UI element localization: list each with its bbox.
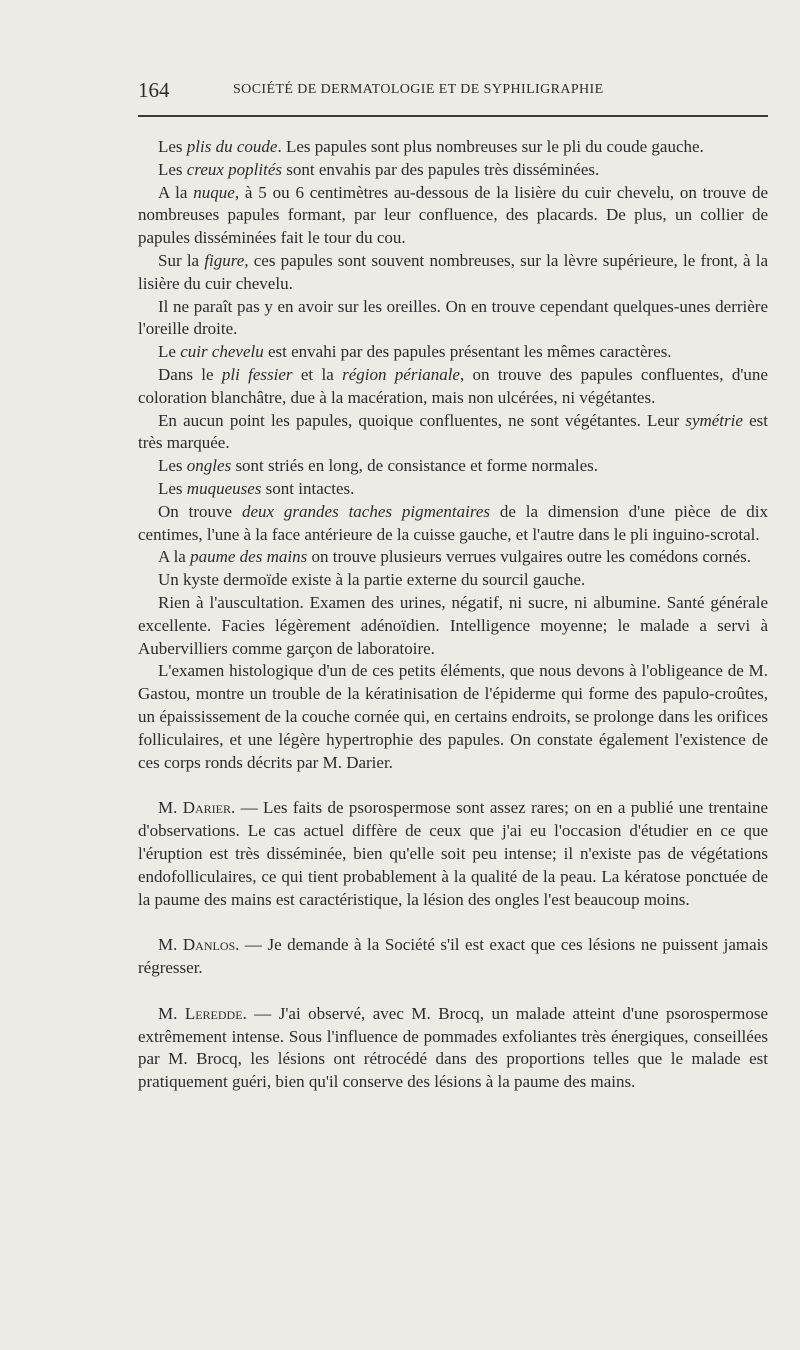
italic-term: paume des mains xyxy=(190,547,308,567)
paragraph xyxy=(138,501,768,547)
text-run: M. xyxy=(158,1003,185,1023)
italic-term: nuque xyxy=(193,182,235,202)
text-run: Les xyxy=(158,456,187,476)
running-header xyxy=(138,78,768,102)
text-run: Un kyste dermoïde existe à la partie externe du sourcil gauche. xyxy=(158,570,586,590)
text-run: on trouve plusieurs verrues vulgaires outre les comédons cornés. xyxy=(307,547,751,567)
text-run: Les xyxy=(158,478,187,498)
paragraph xyxy=(138,569,768,592)
italic-term: cuir chevelu xyxy=(180,342,264,362)
italic-term: symétrie xyxy=(685,410,743,430)
italic-term: creux poplités xyxy=(186,159,282,179)
paragraph xyxy=(138,250,768,296)
text-run: Les xyxy=(158,159,187,179)
paragraph xyxy=(138,455,768,478)
paragraph xyxy=(138,182,768,250)
speaker-name: Leredde xyxy=(184,1003,243,1023)
speaker-paragraph xyxy=(138,1003,768,1094)
text-run: sont striés en long, de consistance et forme normales. xyxy=(231,456,599,476)
text-run: . Les papules sont plus nombreuses sur le pli du coude gauche. xyxy=(277,137,704,156)
text-run: . — J'ai observé, avec M. Brocq, un malade atteint d'une psorospermose extrêmement intense. Sous l'influence de pommades exfoliantes très énergiques, conseillées par M. Brocq, les lésions ont rétrocédé dans des proportions telles que le malade est pratiquement guéri, bien qu'il conserve des lésions à la paume des mains. xyxy=(138,1003,768,1092)
text-run: sont envahis par des papules très disséminées. xyxy=(282,159,600,179)
italic-term: figure xyxy=(204,250,245,270)
paragraph xyxy=(138,592,768,660)
text-run: M. xyxy=(158,798,183,818)
text-run: et la xyxy=(292,364,343,384)
page-number: 164 xyxy=(138,78,170,102)
paragraph xyxy=(138,410,768,456)
speaker-name: Darier xyxy=(182,798,231,818)
text-run: M. xyxy=(158,935,183,955)
text-run: , on trouve des papules confluentes, d'une coloration blanchâtre, due à la macération, mais non ulcérées, ni végétantes. xyxy=(138,364,768,407)
text-run: Il ne paraît pas y en avoir sur les oreilles. On en trouve cependant quelques-unes derrière l'oreille droite. xyxy=(138,296,768,339)
text-run: Rien à l'auscultation. Examen des urines, négatif, ni sucre, ni albumine. Santé générale excellente. Facies légèrement adénoïdien. Intelligence moyenne; le malade a servi à Aubervilliers comme garçon de laboratoire. xyxy=(138,592,768,658)
text-run: Le xyxy=(158,342,181,362)
text-run: Dans le xyxy=(158,364,222,384)
text-run: , à 5 ou 6 centimètres au-dessous de la lisière du cuir chevelu, on trouve de nombreuses papules formant, par leur confluence, des placards. De plus, un collier de papules disséminées fait le tour du cou. xyxy=(138,182,768,248)
italic-term: deux grandes taches pigmentaires xyxy=(241,501,491,521)
paragraph xyxy=(138,364,768,410)
speaker-paragraph xyxy=(138,934,768,980)
text-run: Les xyxy=(158,137,187,156)
header-rule xyxy=(138,115,768,117)
text-run: Sur la xyxy=(158,250,205,270)
italic-term: pli fessier xyxy=(221,364,293,384)
text-run: En aucun point les papules, quoique confluentes, ne sont végétantes. Leur xyxy=(158,410,686,430)
paragraph xyxy=(138,159,768,182)
paragraph xyxy=(138,660,768,774)
paragraph xyxy=(138,341,768,364)
running-title: SOCIÉTÉ DE DERMATOLOGIE ET DE SYPHILIGRAPHIE xyxy=(233,82,604,97)
text-run: A la xyxy=(158,182,194,202)
speaker-name: Danlos xyxy=(182,935,236,955)
speaker-paragraph xyxy=(138,797,768,911)
text-run: . — Je demande à la Société s'il est exact que ces lésions ne puissent jamais régresser. xyxy=(138,935,768,978)
text-run: , ces papules sont souvent nombreuses, sur la lèvre supérieure, le front, à la lisière du cuir chevelu. xyxy=(138,250,769,293)
text-run: A la xyxy=(158,547,191,567)
text-run: On trouve xyxy=(158,501,242,521)
text-run: est envahi par des papules présentant les mêmes caractères. xyxy=(263,342,672,362)
paragraph xyxy=(138,136,768,159)
italic-term: ongles xyxy=(186,456,232,476)
italic-term: région périanale xyxy=(342,364,460,384)
italic-term: muqueuses xyxy=(186,478,262,498)
paragraph xyxy=(138,546,768,569)
paragraph xyxy=(138,296,768,342)
text-run: est très marquée. xyxy=(138,410,768,453)
paragraph xyxy=(138,478,768,501)
text-run: de la dimension d'une pièce de dix centimes, l'une à la face antérieure de la cuisse gauche, et l'autre dans le pli inguino-scrotal. xyxy=(138,501,768,544)
text-run: sont intactes. xyxy=(261,478,355,498)
text-run: . — Les faits de psorospermose sont assez rares; on en a publié une trentaine d'observations. Le cas actuel diffère de ceux que j'ai eu l'occasion d'étudier en ce que l'éruption est très disséminée, bien qu'elle soit peu intense; il n'existe pas de végétations endofolliculaires, ce qui tient probablement à la qualité de la peau. La kératose ponctuée de la paume des mains est caractéristique, la lésion des ongles l'est beaucoup moins. xyxy=(138,798,768,909)
text-run: L'examen histologique d'un de ces petits éléments, que nous devons à l'obligeance de M. Gastou, montre un trouble de la kératinisation de l'épiderme qui forme des papulo-croûtes, un épaississement de la couche cornée qui, en certains endroits, se prolonge dans les orifices folliculaires, et une légère hypertrophie des papules. On constate également l'existence de ces corps ronds décrits par M. Darier. xyxy=(138,661,768,772)
body-text xyxy=(138,136,768,1094)
italic-term: plis du coude xyxy=(186,137,278,156)
